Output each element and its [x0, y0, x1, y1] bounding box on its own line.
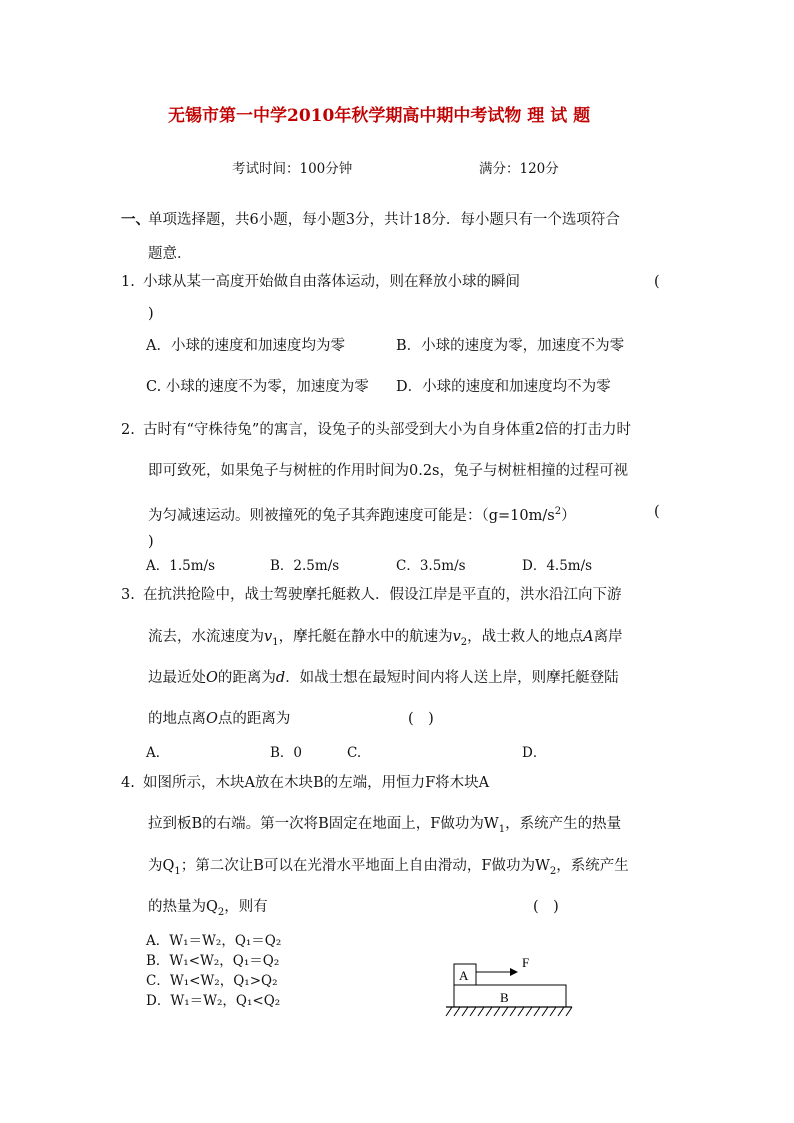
- section-number: 一、: [121, 211, 150, 228]
- question-2-line1: 古时有“守株待兔”的寓言，设兔子的头部受到大小为自身体重2倍的打击力时: [143, 422, 632, 438]
- question-3-option-c: C.: [347, 745, 362, 761]
- question-number-1: 1.: [121, 274, 135, 290]
- question-2-paren-close: ): [148, 534, 154, 550]
- question-number-3: 3.: [121, 587, 135, 603]
- question-1-option-b: B．小球的速度为零，加速度不为零: [396, 338, 625, 354]
- question-1-text: 小球从某一高度开始做自由落体运动，则在释放小球的瞬间: [143, 274, 520, 290]
- block-a-label: A: [459, 968, 469, 983]
- question-4-line1: 如图所示，木块A放在木块B的左端，用恒力F将木块A: [143, 775, 490, 791]
- question-3-option-b: B．0: [270, 745, 303, 761]
- page-title: 无锡市第一中学2010年秋学期高中期中考试物 理 试 题: [168, 106, 591, 126]
- question-4-line2: 拉到板B的右端。第一次将B固定在地面上，F做功为$W_1$，系统产生的热量: [148, 816, 622, 835]
- question-2-option-a: A．1.5m/s: [146, 558, 215, 574]
- question-3-line1: 在抗洪抢险中，战士驾驶摩托艇救人．假设江岸是平直的，洪水沿江向下游: [143, 587, 622, 603]
- block-b: [454, 985, 566, 1007]
- block-diagram: [444, 950, 574, 1025]
- full-score: 满分：120分: [479, 161, 559, 177]
- block-b-label: B: [500, 990, 509, 1005]
- section-heading-line2: 题意．: [148, 246, 192, 262]
- question-2-paren-open: (: [654, 504, 660, 520]
- question-1-paren-open: (: [654, 274, 660, 290]
- question-1-paren-close: ): [148, 306, 154, 322]
- question-3-paren: ( ): [408, 711, 434, 727]
- exam-time: 考试时间：100分钟: [232, 161, 353, 177]
- question-4-option-c: C．W₁<W₂，Q₁>Q₂: [146, 973, 278, 989]
- question-3-option-d: D．: [522, 745, 547, 761]
- question-2-option-c: C．3.5m/s: [396, 558, 466, 574]
- question-3-line3: 边最近处O的距离为d．如战士想在最短时间内将人送上岸，则摩托艇登陆: [148, 670, 619, 686]
- question-number-2: 2.: [121, 422, 135, 438]
- question-4-option-d: D．W₁＝W₂，Q₁<Q₂: [146, 993, 281, 1009]
- ground-hatching: [446, 1007, 572, 1016]
- question-1-option-c: C. 小球的速度不为零，加速度为零: [146, 379, 369, 395]
- question-2-line3: 为匀减速运动。则被撞死的兔子其奔跑速度可能是：$(g=10m/s^2)$: [148, 506, 576, 524]
- section-heading-line1: 单项选择题，共6小题，每小题3分，共计18分．每小题只有一个选项符合: [148, 212, 620, 228]
- question-1-option-d: D．小球的速度和加速度均不为零: [396, 379, 611, 395]
- question-number-4: 4.: [121, 775, 135, 791]
- force-label: F: [522, 955, 530, 970]
- question-2-option-d: D．4.5m/s: [522, 558, 593, 574]
- question-4-line4: 的热量为$Q_2$，则有: [148, 899, 268, 918]
- question-3-line4: 的地点离O点的距离为: [148, 711, 291, 727]
- question-2-option-b: B．2.5m/s: [270, 558, 340, 574]
- question-4-option-a: A．W₁＝W₂，Q₁＝Q₂: [146, 933, 282, 949]
- question-4-paren: ( ): [533, 899, 559, 915]
- question-4-option-b: B．W₁<W₂，Q₁＝Q₂: [146, 953, 280, 969]
- question-4-line3: 为$Q_1$；第二次让B可以在光滑水平地面上自由滑动，F做功为$W_2$，系统产生: [148, 858, 629, 877]
- question-3-line2: 流去，水流速度为$v_1$，摩托艇在静水中的航速为$v_2$，战士救人的地点A离岸: [148, 629, 623, 648]
- question-3-option-a: A．: [146, 745, 170, 761]
- force-arrowhead: [510, 968, 518, 976]
- question-1-option-a: A．小球的速度和加速度均为零: [146, 338, 345, 354]
- question-2-line2: 即可致死，如果兔子与树桩的作用时间为0.2s，兔子与树桩相撞的过程可视: [148, 463, 628, 479]
